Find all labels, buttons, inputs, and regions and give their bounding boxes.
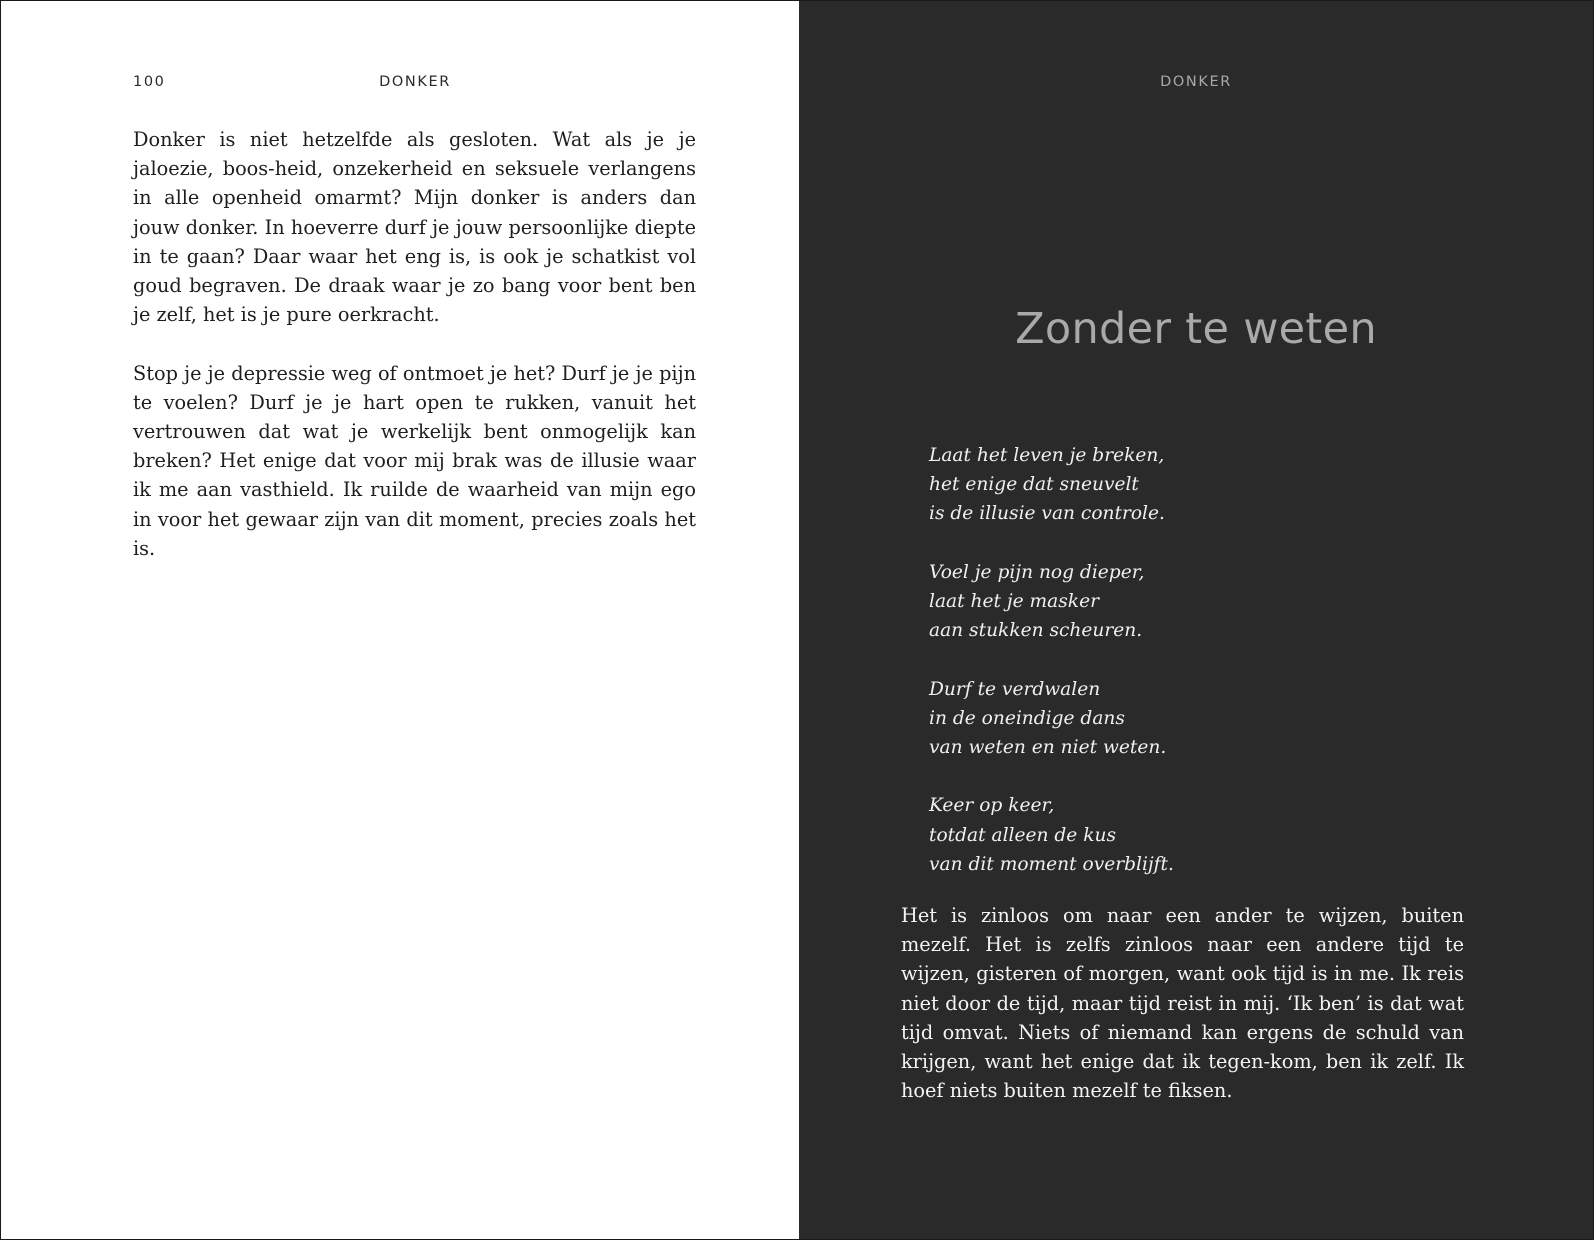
right-page	[799, 1, 1593, 1239]
poem-stanza-2	[929, 558, 1174, 646]
poem-stanza-1	[929, 441, 1174, 529]
poem-line: laat het je masker	[929, 591, 1099, 612]
left-paragraph-1: Donker is niet hetzelfde als gesloten. Wat als je je jaloezie, boos-heid, onzekerheid en seksuele verlangens in alle openheid omarmt? Mijn donker is anders dan jouw donker. In hoeverre durf je jouw persoonlijke diepte in te gaan? Daar waar het eng is, is ook je schatkist vol goud begraven. De draak waar je zo bang voor bent ben je zelf, het is je pure oerkracht.	[133, 128, 696, 327]
right-paragraph: Het is zinloos om naar een ander te wijzen, buiten mezelf. Het is zelfs zinloos naar een andere tijd te wijzen, gisteren of morgen, want ook tijd is in me. Ik reis niet door de tijd, maar tijd reist in mij. ‘Ik ben’ is dat wat tijd omvat. Niets of niemand kan ergens de schuld van krijgen, want het enige dat ik tegen-kom, ben ik zelf. Ik hoef niets buiten mezelf te fiksen.	[901, 904, 1464, 1103]
poem	[929, 441, 1174, 879]
poem-line: van dit moment overblijft.	[929, 853, 1174, 875]
poem-line: Laat het leven je breken,	[929, 445, 1165, 466]
poem-stanza-3	[929, 675, 1174, 763]
poem-line: is de illusie van controle.	[929, 503, 1165, 525]
poem-title: Zonder te weten	[1015, 303, 1377, 354]
poem-line: in de oneindige dans	[929, 707, 1125, 729]
running-head-right: DONKER	[1160, 74, 1232, 90]
poem-line: Keer op keer,	[929, 795, 1055, 817]
poem-line: totdat alleen de kus	[929, 824, 1116, 846]
left-page	[1, 1, 799, 1239]
running-head-left: DONKER	[379, 74, 451, 90]
right-body-text	[901, 901, 1464, 1105]
poem-line: van weten en niet weten.	[929, 737, 1167, 758]
page-number: 100	[133, 74, 166, 90]
poem-line: Voel je pijn nog dieper,	[929, 561, 1145, 583]
poem-line: Durf te verdwalen	[929, 678, 1101, 700]
poem-line: aan stukken scheuren.	[929, 620, 1143, 642]
poem-line: het enige dat sneuvelt	[929, 474, 1139, 496]
poem-stanza-4	[929, 791, 1174, 879]
left-paragraph-2: Stop je je depressie weg of ontmoet je het? Durf je je pijn te voelen? Durf je je hart open te rukken, vanuit het vertrouwen dat wat je werkelijk bent onmogelijk kan breken? Het enige dat voor mij brak was de illusie waar ik me aan vasthield. Ik ruilde de waarheid van mijn ego in voor het gewaar zijn van dit moment, precies zoals het is.	[133, 361, 696, 560]
left-body-text	[133, 125, 696, 563]
